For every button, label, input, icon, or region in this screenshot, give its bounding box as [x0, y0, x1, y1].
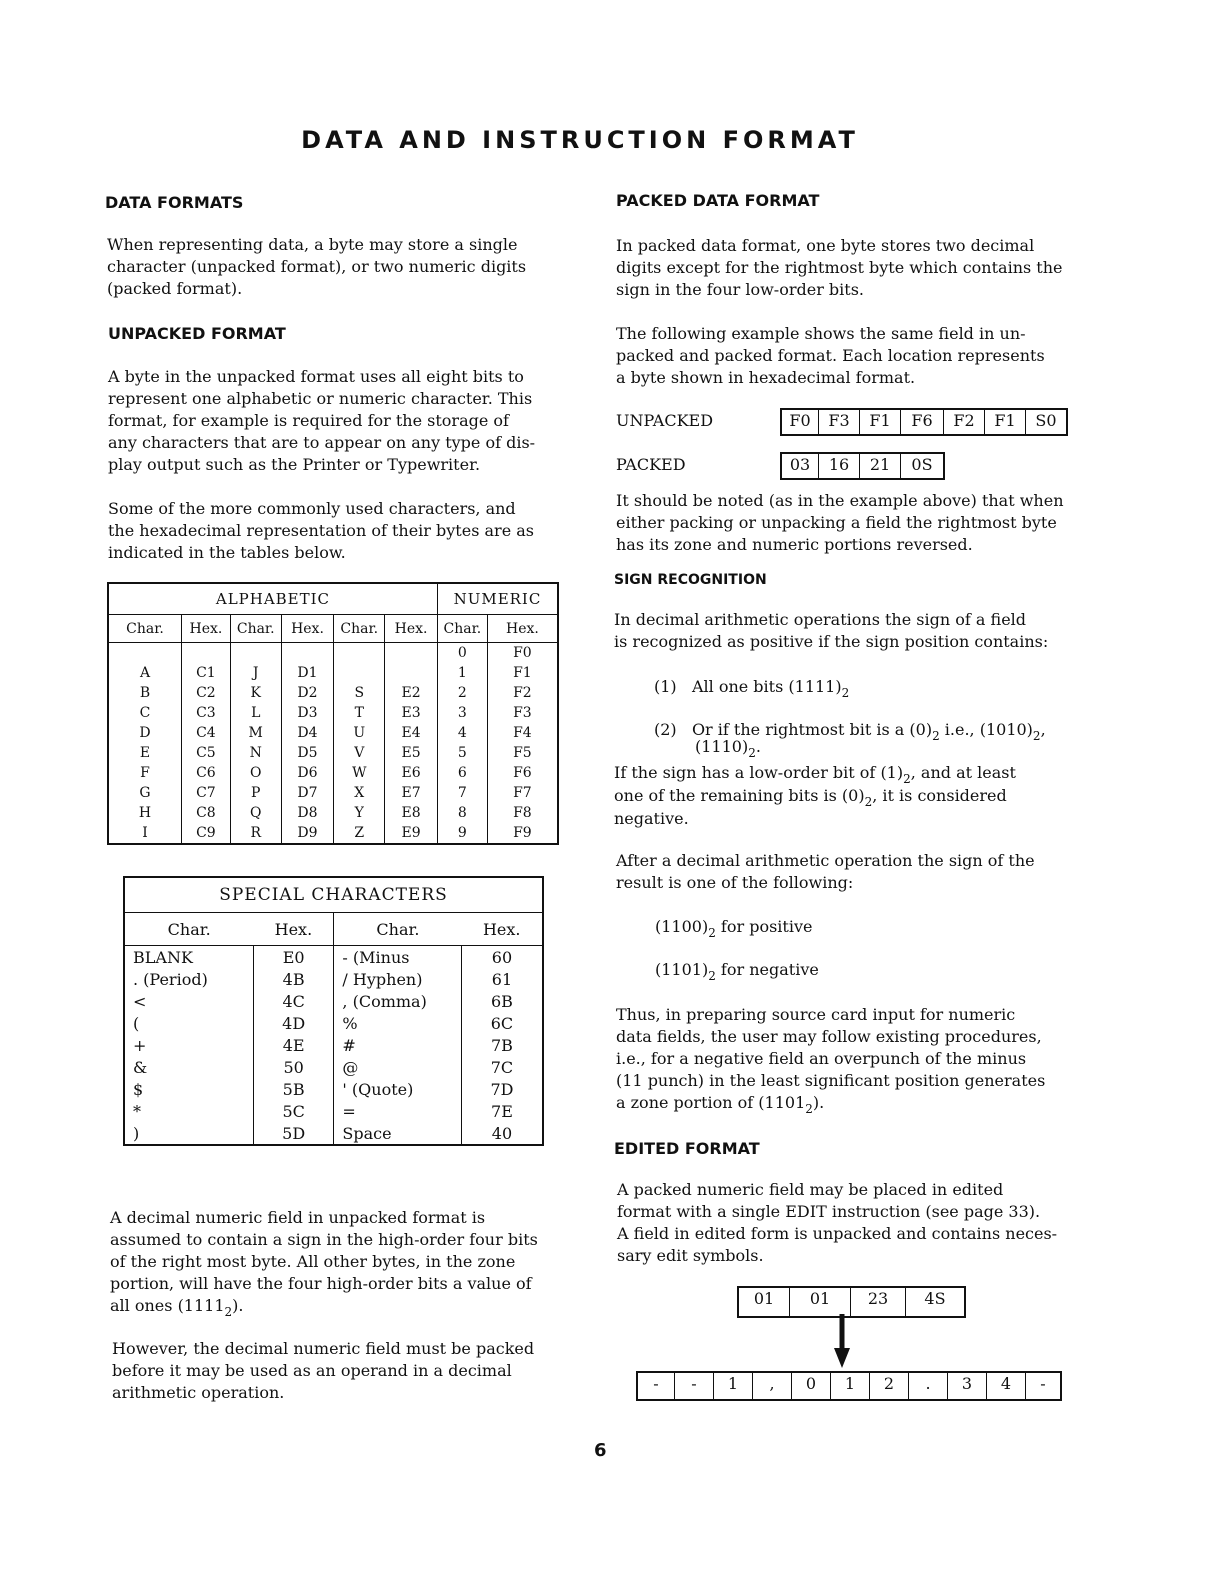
table-cell: 7D [461, 1078, 543, 1100]
special-characters-body [124, 946, 543, 1146]
data-formats-heading: DATA FORMATS [105, 193, 244, 212]
alphanumeric-table-body [108, 643, 558, 845]
alphanumeric-table [107, 582, 559, 845]
table-cell: # [334, 1034, 462, 1056]
table-cell: C4 [182, 723, 231, 743]
column-header-hex: Hex. [281, 615, 334, 643]
table-cell: R [230, 823, 281, 844]
table-cell: E2 [385, 683, 438, 703]
table-row [108, 683, 558, 703]
table-cell: E4 [385, 723, 438, 743]
byte-box: F0 [782, 410, 819, 434]
page-title: DATA AND INSTRUCTION FORMAT [301, 126, 859, 154]
packed-data-format-heading: PACKED DATA FORMAT [616, 191, 820, 210]
negative-result: $(1101)_2$ for negative [655, 960, 819, 983]
table-row [124, 1012, 543, 1034]
table-cell [334, 643, 385, 664]
table-cell: 0 [437, 643, 487, 664]
table-cell: 1 [437, 663, 487, 683]
table-cell: F6 [487, 763, 558, 783]
table-cell: Q [230, 803, 281, 823]
table-row [124, 1034, 543, 1056]
table-cell: ( [124, 1012, 253, 1034]
byte-box: , [753, 1373, 792, 1399]
table-cell: I [108, 823, 182, 844]
table-cell: 4B [253, 968, 334, 990]
byte-box: . [909, 1373, 948, 1399]
table-cell [385, 643, 438, 664]
sign-item-2: (2) Or if the rightmost bit is a $(0)_2$ i.e., $(1010)_2$, $(1110)_2$. [654, 720, 1046, 760]
sign-recognition-paragraph: In decimal arithmetic operations the sign of a field is recognized as positive if the sign position contains: [614, 610, 1049, 651]
table-cell: D4 [281, 723, 334, 743]
packed-label: PACKED [616, 455, 686, 474]
table-cell: . (Period) [124, 968, 253, 990]
byte-box: - [638, 1373, 675, 1399]
table-cell: F [108, 763, 182, 783]
table-cell: F5 [487, 743, 558, 763]
page-number: 6 [594, 1440, 607, 1461]
column-header-hex: Hex. [253, 913, 334, 946]
table-cell: O [230, 763, 281, 783]
data-formats-paragraph: When representing data, a byte may store a single character (unpacked format), or two numeric digits (packed format). [107, 235, 527, 298]
sign-recognition-heading: SIGN RECOGNITION [614, 572, 767, 588]
table-cell: E0 [253, 946, 334, 969]
table-cell [108, 643, 182, 664]
table-cell: 7C [461, 1056, 543, 1078]
byte-box: 03 [782, 454, 819, 478]
table-cell: L [230, 703, 281, 723]
byte-box: F1 [985, 410, 1026, 434]
table-cell: 61 [461, 968, 543, 990]
table-cell: 2 [437, 683, 487, 703]
table-cell: @ [334, 1056, 462, 1078]
byte-box: 4S [924, 1289, 946, 1308]
table-cell: F8 [487, 803, 558, 823]
table-cell: < [124, 990, 253, 1012]
byte-box: F6 [901, 410, 944, 434]
table-row [108, 803, 558, 823]
column-header-char: Char. [437, 615, 487, 643]
unpacked-label: UNPACKED [616, 411, 714, 430]
table-row [124, 1056, 543, 1078]
table-cell: F1 [487, 663, 558, 683]
table-cell: 3 [437, 703, 487, 723]
byte-box: 4 [987, 1373, 1026, 1399]
edited-format-paragraph: A packed numeric field may be placed in edited format with a single EDIT instruction (see page 33). A field in edited form is unpacked and contains neces- sary edit symbols. [617, 1180, 1058, 1265]
table-cell: F9 [487, 823, 558, 844]
table-cell: E8 [385, 803, 438, 823]
table-cell: 60 [461, 946, 543, 969]
table-cell: * [124, 1100, 253, 1122]
byte-box: - [1040, 1374, 1046, 1393]
table-row [124, 1100, 543, 1122]
table-row [124, 1078, 543, 1100]
decimal-field-paragraph: A decimal numeric field in unpacked format is assumed to contain a sign in the high-order four bits of the right most byte. All other bytes, in the zone portion, will have the four high-order bits a value of all ones $(1111_2)$. [110, 1208, 538, 1319]
noted-paragraph: It should be noted (as in the example above) that when either packing or unpacking a field the rightmost byte has its zone and numeric portions reversed. [616, 491, 1064, 554]
column-header-char: Char. [230, 615, 281, 643]
numeric-group-header: NUMERIC [437, 583, 558, 615]
table-cell: % [334, 1012, 462, 1034]
column-header-char: Char. [108, 615, 182, 643]
table-cell: C [108, 703, 182, 723]
byte-box: 23 [851, 1288, 906, 1316]
table-cell: S [334, 683, 385, 703]
table-cell: T [334, 703, 385, 723]
table-cell: - (Minus [334, 946, 462, 969]
table-cell: = [334, 1100, 462, 1122]
table-cell: N [230, 743, 281, 763]
table-cell: 6 [437, 763, 487, 783]
table-cell: 5D [253, 1122, 334, 1145]
table-cell: P [230, 783, 281, 803]
table-cell: BLANK [124, 946, 253, 969]
table-cell: J [230, 663, 281, 683]
table-cell: D5 [281, 743, 334, 763]
table-cell: 4C [253, 990, 334, 1012]
packed-data-paragraph: In packed data format, one byte stores two decimal digits except for the rightmost byte which contains the sign in the four low-order bits. [616, 236, 1063, 299]
table-row [124, 1122, 543, 1145]
table-cell: H [108, 803, 182, 823]
table-cell: F0 [487, 643, 558, 664]
table-cell: C3 [182, 703, 231, 723]
table-cell: D7 [281, 783, 334, 803]
table-cell: / Hyphen) [334, 968, 462, 990]
unpacked-format-heading: UNPACKED FORMAT [108, 324, 286, 343]
table-row [108, 663, 558, 683]
table-cell: F7 [487, 783, 558, 803]
table-cell: V [334, 743, 385, 763]
table-cell: 8 [437, 803, 487, 823]
table-cell: D6 [281, 763, 334, 783]
column-header-hex: Hex. [461, 913, 543, 946]
byte-box: 01 [790, 1288, 851, 1316]
byte-box: 1 [714, 1373, 753, 1399]
column-header-char: Char. [334, 615, 385, 643]
table-cell: & [124, 1056, 253, 1078]
table-cell: 6B [461, 990, 543, 1012]
table-cell [334, 663, 385, 683]
table-cell: 6C [461, 1012, 543, 1034]
down-arrow-icon [830, 1314, 854, 1370]
byte-box: 2 [870, 1373, 909, 1399]
table-row [124, 968, 543, 990]
common-characters-paragraph: Some of the more commonly used characters, and the hexadecimal representation of their bytes are as indicated in the tables below. [108, 499, 534, 562]
alphabetic-group-header: ALPHABETIC [108, 583, 437, 615]
sign-item-1: (1) All one bits $(1111)_2$ [654, 677, 850, 700]
table-row [108, 783, 558, 803]
packed-bytes-row [780, 452, 945, 480]
table-cell: E3 [385, 703, 438, 723]
table-cell [230, 643, 281, 664]
byte-box: 1 [831, 1373, 870, 1399]
table-cell: F3 [487, 703, 558, 723]
table-cell: C6 [182, 763, 231, 783]
table-cell: , (Comma) [334, 990, 462, 1012]
after-operation-paragraph: After a decimal arithmetic operation the sign of the result is one of the following: [616, 851, 1035, 892]
however-paragraph: However, the decimal numeric field must be packed before it may be used as an operand in a decimal arithmetic operation. [112, 1339, 535, 1402]
edited-format-heading: EDITED FORMAT [614, 1139, 760, 1158]
negative-sign-paragraph: If the sign has a low-order bit of $(1)_2$, and at least one of the remaining bits is $(0)_2$, it is considered negative. [614, 763, 1016, 828]
column-header-hex: Hex. [487, 615, 558, 643]
example-paragraph: The following example shows the same field in un- packed and packed format. Each location represents a byte shown in hexadecimal format. [616, 324, 1045, 387]
table-cell: C8 [182, 803, 231, 823]
table-cell: D [108, 723, 182, 743]
byte-box: 0S [911, 455, 933, 474]
table-cell: 4E [253, 1034, 334, 1056]
table-cell: E7 [385, 783, 438, 803]
table-cell: D9 [281, 823, 334, 844]
table-cell: Z [334, 823, 385, 844]
table-cell: 4 [437, 723, 487, 743]
table-cell [281, 643, 334, 664]
table-cell: F4 [487, 723, 558, 743]
table-cell: 7B [461, 1034, 543, 1056]
table-row [108, 743, 558, 763]
table-row [124, 990, 543, 1012]
table-cell: 4D [253, 1012, 334, 1034]
column-header-hex: Hex. [385, 615, 438, 643]
table-row [108, 723, 558, 743]
table-cell: 5 [437, 743, 487, 763]
column-header-char: Char. [334, 913, 462, 946]
table-cell: D8 [281, 803, 334, 823]
byte-box: F1 [860, 410, 901, 434]
table-cell: 50 [253, 1056, 334, 1078]
table-cell: U [334, 723, 385, 743]
edit-result-chars [636, 1371, 1062, 1401]
column-header-hex: Hex. [182, 615, 231, 643]
table-cell: C7 [182, 783, 231, 803]
table-row [108, 823, 558, 844]
byte-box: - [675, 1373, 714, 1399]
thus-paragraph: Thus, in preparing source card input for numeric data fields, the user may follow existing procedures, i.e., for a negative field an overpunch of the minus (11 punch) in the least significant position generates a zone portion of $(1101_2)$. [616, 1005, 1046, 1116]
table-cell: Y [334, 803, 385, 823]
table-cell: B [108, 683, 182, 703]
byte-box: 16 [819, 454, 860, 478]
table-cell: ' (Quote) [334, 1078, 462, 1100]
unpacked-bytes-row [780, 408, 1068, 436]
table-cell: 7E [461, 1100, 543, 1122]
table-cell: + [124, 1034, 253, 1056]
table-cell: K [230, 683, 281, 703]
table-cell: C9 [182, 823, 231, 844]
positive-result: $(1100)_2$ for positive [655, 917, 813, 940]
table-cell: C5 [182, 743, 231, 763]
table-cell: D2 [281, 683, 334, 703]
table-cell: G [108, 783, 182, 803]
table-cell: Space [334, 1122, 462, 1145]
special-characters-table [123, 876, 544, 1146]
table-cell: A [108, 663, 182, 683]
byte-box: F3 [819, 410, 860, 434]
table-cell: ) [124, 1122, 253, 1145]
table-cell: E [108, 743, 182, 763]
table-cell [385, 663, 438, 683]
table-cell: E9 [385, 823, 438, 844]
byte-box: F2 [944, 410, 985, 434]
column-header-char: Char. [124, 913, 253, 946]
table-row [124, 946, 543, 969]
byte-box: 01 [739, 1288, 790, 1316]
table-cell: E6 [385, 763, 438, 783]
unpacked-format-paragraph: A byte in the unpacked format uses all eight bits to represent one alphabetic or numeric character. This format, for example is required for the storage of any characters that are to appear on any type of dis- play output such as the Printer or Typewriter. [108, 367, 536, 474]
table-cell: M [230, 723, 281, 743]
table-cell: F2 [487, 683, 558, 703]
table-cell: E5 [385, 743, 438, 763]
table-row [108, 703, 558, 723]
table-cell: C1 [182, 663, 231, 683]
table-cell: 40 [461, 1122, 543, 1145]
table-cell: X [334, 783, 385, 803]
table-cell: C2 [182, 683, 231, 703]
table-cell: 7 [437, 783, 487, 803]
table-cell: D3 [281, 703, 334, 723]
table-cell [182, 643, 231, 664]
table-cell: 5C [253, 1100, 334, 1122]
byte-box: 0 [792, 1373, 831, 1399]
table-cell: 5B [253, 1078, 334, 1100]
table-row [108, 763, 558, 783]
byte-box: 21 [860, 454, 901, 478]
special-characters-title: SPECIAL CHARACTERS [124, 877, 543, 913]
table-row [108, 643, 558, 664]
table-cell: D1 [281, 663, 334, 683]
table-cell: W [334, 763, 385, 783]
byte-box: S0 [1035, 411, 1057, 430]
table-cell: 9 [437, 823, 487, 844]
table-cell: $ [124, 1078, 253, 1100]
byte-box: 3 [948, 1373, 987, 1399]
